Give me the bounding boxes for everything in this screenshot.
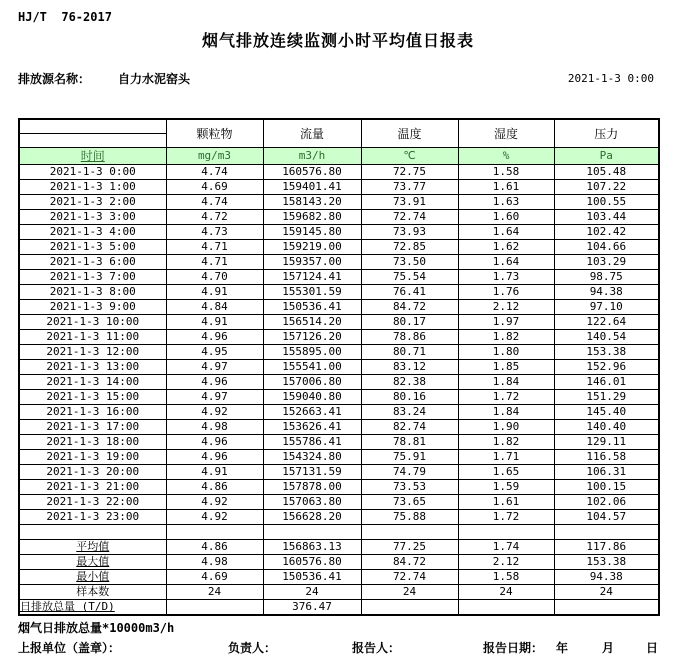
row-value: 4.96 bbox=[166, 330, 263, 345]
spacer-cell bbox=[361, 525, 458, 540]
row-value: 157006.80 bbox=[263, 375, 361, 390]
unit-particulate: mg/m3 bbox=[166, 148, 263, 165]
row-time: 2021-1-3 21:00 bbox=[19, 480, 166, 495]
row-value: 116.58 bbox=[554, 450, 659, 465]
row-time: 2021-1-3 19:00 bbox=[19, 450, 166, 465]
summary-value: 1.74 bbox=[458, 540, 554, 555]
summary-value: 72.74 bbox=[361, 570, 458, 585]
row-value: 155786.41 bbox=[263, 435, 361, 450]
data-row bbox=[19, 225, 659, 240]
data-row bbox=[19, 375, 659, 390]
row-time: 2021-1-3 16:00 bbox=[19, 405, 166, 420]
report-unit-label: 上报单位（盖章）： bbox=[18, 641, 121, 655]
reporter-label: 报告人： bbox=[352, 641, 401, 655]
row-value: 73.77 bbox=[361, 180, 458, 195]
row-time: 2021-1-3 11:00 bbox=[19, 330, 166, 345]
data-row bbox=[19, 210, 659, 225]
summary-value: 24 bbox=[458, 585, 554, 600]
data-row bbox=[19, 195, 659, 210]
row-value: 73.93 bbox=[361, 225, 458, 240]
row-value: 97.10 bbox=[554, 300, 659, 315]
row-time: 2021-1-3 0:00 bbox=[19, 165, 166, 180]
row-time: 2021-1-3 2:00 bbox=[19, 195, 166, 210]
summary-row bbox=[19, 570, 659, 585]
summary-value: 150536.41 bbox=[263, 570, 361, 585]
summary-value: 4.69 bbox=[166, 570, 263, 585]
summary-value: 24 bbox=[263, 585, 361, 600]
row-value: 140.54 bbox=[554, 330, 659, 345]
row-value: 104.66 bbox=[554, 240, 659, 255]
row-value: 94.38 bbox=[554, 285, 659, 300]
data-row bbox=[19, 165, 659, 180]
row-value: 80.71 bbox=[361, 345, 458, 360]
corner-cell-top bbox=[19, 119, 166, 134]
row-value: 1.84 bbox=[458, 375, 554, 390]
row-value: 1.71 bbox=[458, 450, 554, 465]
row-value: 4.92 bbox=[166, 495, 263, 510]
row-value: 159145.80 bbox=[263, 225, 361, 240]
row-value: 74.79 bbox=[361, 465, 458, 480]
summary-value bbox=[166, 600, 263, 616]
col-header-flow: 流量 bbox=[263, 119, 361, 148]
row-value: 158143.20 bbox=[263, 195, 361, 210]
row-value: 159682.80 bbox=[263, 210, 361, 225]
row-value: 78.81 bbox=[361, 435, 458, 450]
row-value: 75.91 bbox=[361, 450, 458, 465]
data-row bbox=[19, 495, 659, 510]
spacer-cell bbox=[554, 525, 659, 540]
row-value: 122.64 bbox=[554, 315, 659, 330]
units-row bbox=[19, 148, 659, 165]
row-value: 155895.00 bbox=[263, 345, 361, 360]
summary-value bbox=[361, 600, 458, 616]
summary-value: 84.72 bbox=[361, 555, 458, 570]
row-value: 78.86 bbox=[361, 330, 458, 345]
row-value: 1.59 bbox=[458, 480, 554, 495]
row-value: 4.91 bbox=[166, 285, 263, 300]
row-value: 4.86 bbox=[166, 480, 263, 495]
row-value: 1.63 bbox=[458, 195, 554, 210]
report-datetime: 2021-1-3 0:00 bbox=[567, 72, 654, 85]
row-value: 1.85 bbox=[458, 360, 554, 375]
row-time: 2021-1-3 20:00 bbox=[19, 465, 166, 480]
row-value: 1.72 bbox=[458, 390, 554, 405]
row-value: 159040.80 bbox=[263, 390, 361, 405]
data-row bbox=[19, 255, 659, 270]
spacer-cell bbox=[458, 525, 554, 540]
spacer-cell bbox=[19, 525, 166, 540]
row-value: 75.88 bbox=[361, 510, 458, 525]
row-value: 4.71 bbox=[166, 240, 263, 255]
row-value: 106.31 bbox=[554, 465, 659, 480]
summary-value bbox=[458, 600, 554, 616]
monitoring-table bbox=[18, 118, 660, 616]
summary-label: 样本数 bbox=[19, 585, 166, 600]
data-row bbox=[19, 450, 659, 465]
data-row bbox=[19, 435, 659, 450]
row-value: 129.11 bbox=[554, 435, 659, 450]
col-header-pressure: 压力 bbox=[554, 119, 659, 148]
row-value: 4.74 bbox=[166, 195, 263, 210]
row-value: 104.57 bbox=[554, 510, 659, 525]
row-value: 4.96 bbox=[166, 435, 263, 450]
row-time: 2021-1-3 4:00 bbox=[19, 225, 166, 240]
row-value: 4.96 bbox=[166, 450, 263, 465]
row-value: 4.72 bbox=[166, 210, 263, 225]
unit-pressure: Pa bbox=[554, 148, 659, 165]
row-time: 2021-1-3 7:00 bbox=[19, 270, 166, 285]
row-value: 4.74 bbox=[166, 165, 263, 180]
row-value: 159219.00 bbox=[263, 240, 361, 255]
row-value: 160576.80 bbox=[263, 165, 361, 180]
row-value: 1.72 bbox=[458, 510, 554, 525]
report-date-label: 报告日期： bbox=[483, 641, 544, 655]
signature-footer bbox=[0, 639, 676, 657]
data-row bbox=[19, 285, 659, 300]
row-value: 145.40 bbox=[554, 405, 659, 420]
summary-value: 94.38 bbox=[554, 570, 659, 585]
summary-row bbox=[19, 540, 659, 555]
corner-cell-bottom bbox=[19, 134, 166, 148]
data-row bbox=[19, 315, 659, 330]
row-time: 2021-1-3 1:00 bbox=[19, 180, 166, 195]
column-header-row bbox=[19, 119, 659, 134]
row-value: 152663.41 bbox=[263, 405, 361, 420]
total-emission-note: 烟气日排放总量*10000m3/h bbox=[18, 621, 175, 635]
row-time: 2021-1-3 18:00 bbox=[19, 435, 166, 450]
year-label: 年 bbox=[556, 641, 569, 655]
row-value: 75.54 bbox=[361, 270, 458, 285]
row-value: 157126.20 bbox=[263, 330, 361, 345]
data-row bbox=[19, 480, 659, 495]
row-value: 153.38 bbox=[554, 345, 659, 360]
row-value: 1.97 bbox=[458, 315, 554, 330]
row-value: 1.90 bbox=[458, 420, 554, 435]
row-value: 157063.80 bbox=[263, 495, 361, 510]
row-value: 100.15 bbox=[554, 480, 659, 495]
row-value: 155541.00 bbox=[263, 360, 361, 375]
row-value: 2.12 bbox=[458, 300, 554, 315]
standard-code: HJ/T 76-2017 bbox=[18, 10, 112, 24]
row-value: 83.24 bbox=[361, 405, 458, 420]
row-time: 2021-1-3 12:00 bbox=[19, 345, 166, 360]
summary-row bbox=[19, 600, 659, 616]
data-row bbox=[19, 270, 659, 285]
row-value: 1.76 bbox=[458, 285, 554, 300]
data-row bbox=[19, 345, 659, 360]
summary-label: 日排放总量 (T/D) bbox=[19, 600, 166, 616]
summary-label: 最大值 bbox=[19, 555, 166, 570]
row-value: 76.41 bbox=[361, 285, 458, 300]
row-value: 157124.41 bbox=[263, 270, 361, 285]
summary-value: 77.25 bbox=[361, 540, 458, 555]
row-time: 2021-1-3 9:00 bbox=[19, 300, 166, 315]
row-value: 82.38 bbox=[361, 375, 458, 390]
row-time: 2021-1-3 17:00 bbox=[19, 420, 166, 435]
row-time: 2021-1-3 13:00 bbox=[19, 360, 166, 375]
summary-value: 1.58 bbox=[458, 570, 554, 585]
row-value: 4.98 bbox=[166, 420, 263, 435]
summary-row bbox=[19, 585, 659, 600]
row-value: 4.70 bbox=[166, 270, 263, 285]
summary-row bbox=[19, 555, 659, 570]
summary-label: 最小值 bbox=[19, 570, 166, 585]
row-value: 1.84 bbox=[458, 405, 554, 420]
row-value: 98.75 bbox=[554, 270, 659, 285]
responsible-person-label: 负责人： bbox=[228, 641, 277, 655]
row-time: 2021-1-3 5:00 bbox=[19, 240, 166, 255]
col-header-particulate: 颗粒物 bbox=[166, 119, 263, 148]
row-value: 4.97 bbox=[166, 390, 263, 405]
row-value: 4.84 bbox=[166, 300, 263, 315]
data-row bbox=[19, 330, 659, 345]
row-value: 157131.59 bbox=[263, 465, 361, 480]
summary-value bbox=[554, 600, 659, 616]
summary-value: 2.12 bbox=[458, 555, 554, 570]
row-value: 82.74 bbox=[361, 420, 458, 435]
row-value: 4.96 bbox=[166, 375, 263, 390]
row-value: 4.92 bbox=[166, 405, 263, 420]
emission-source-row bbox=[18, 70, 190, 87]
row-value: 1.82 bbox=[458, 330, 554, 345]
summary-value: 160576.80 bbox=[263, 555, 361, 570]
row-value: 159357.00 bbox=[263, 255, 361, 270]
row-value: 159401.41 bbox=[263, 180, 361, 195]
row-value: 1.64 bbox=[458, 225, 554, 240]
month-label: 月 bbox=[602, 641, 615, 655]
row-value: 4.91 bbox=[166, 315, 263, 330]
summary-value: 156863.13 bbox=[263, 540, 361, 555]
row-value: 1.80 bbox=[458, 345, 554, 360]
summary-value: 117.86 bbox=[554, 540, 659, 555]
row-value: 105.48 bbox=[554, 165, 659, 180]
row-value: 154324.80 bbox=[263, 450, 361, 465]
data-row bbox=[19, 465, 659, 480]
row-value: 107.22 bbox=[554, 180, 659, 195]
summary-value: 153.38 bbox=[554, 555, 659, 570]
emission-source-label: 排放源名称： bbox=[18, 72, 91, 86]
row-value: 72.85 bbox=[361, 240, 458, 255]
row-time: 2021-1-3 8:00 bbox=[19, 285, 166, 300]
data-row bbox=[19, 510, 659, 525]
row-time: 2021-1-3 10:00 bbox=[19, 315, 166, 330]
row-value: 1.64 bbox=[458, 255, 554, 270]
spacer-cell bbox=[263, 525, 361, 540]
row-value: 73.50 bbox=[361, 255, 458, 270]
data-row bbox=[19, 405, 659, 420]
row-value: 4.71 bbox=[166, 255, 263, 270]
row-value: 4.92 bbox=[166, 510, 263, 525]
data-row bbox=[19, 180, 659, 195]
row-time: 2021-1-3 22:00 bbox=[19, 495, 166, 510]
summary-value: 4.86 bbox=[166, 540, 263, 555]
row-value: 1.82 bbox=[458, 435, 554, 450]
data-row bbox=[19, 240, 659, 255]
row-value: 103.44 bbox=[554, 210, 659, 225]
row-value: 80.17 bbox=[361, 315, 458, 330]
row-value: 84.72 bbox=[361, 300, 458, 315]
data-row bbox=[19, 420, 659, 435]
row-value: 1.73 bbox=[458, 270, 554, 285]
col-header-temperature: 温度 bbox=[361, 119, 458, 148]
unit-humidity: % bbox=[458, 148, 554, 165]
row-value: 73.65 bbox=[361, 495, 458, 510]
row-value: 146.01 bbox=[554, 375, 659, 390]
row-value: 1.61 bbox=[458, 180, 554, 195]
row-value: 72.74 bbox=[361, 210, 458, 225]
row-value: 83.12 bbox=[361, 360, 458, 375]
row-value: 4.69 bbox=[166, 180, 263, 195]
row-value: 151.29 bbox=[554, 390, 659, 405]
row-time: 2021-1-3 15:00 bbox=[19, 390, 166, 405]
data-row bbox=[19, 390, 659, 405]
row-value: 4.95 bbox=[166, 345, 263, 360]
row-value: 73.53 bbox=[361, 480, 458, 495]
col-header-humidity: 湿度 bbox=[458, 119, 554, 148]
row-value: 1.60 bbox=[458, 210, 554, 225]
data-row bbox=[19, 360, 659, 375]
time-header: 时间 bbox=[19, 148, 166, 165]
row-value: 1.61 bbox=[458, 495, 554, 510]
unit-flow: m3/h bbox=[263, 148, 361, 165]
summary-value: 24 bbox=[361, 585, 458, 600]
row-value: 1.65 bbox=[458, 465, 554, 480]
summary-value: 24 bbox=[554, 585, 659, 600]
row-value: 1.58 bbox=[458, 165, 554, 180]
summary-value: 24 bbox=[166, 585, 263, 600]
row-value: 153626.41 bbox=[263, 420, 361, 435]
row-value: 102.42 bbox=[554, 225, 659, 240]
row-value: 155301.59 bbox=[263, 285, 361, 300]
row-value: 150536.41 bbox=[263, 300, 361, 315]
row-value: 152.96 bbox=[554, 360, 659, 375]
row-value: 1.62 bbox=[458, 240, 554, 255]
row-value: 4.91 bbox=[166, 465, 263, 480]
row-time: 2021-1-3 23:00 bbox=[19, 510, 166, 525]
row-value: 4.73 bbox=[166, 225, 263, 240]
row-value: 156628.20 bbox=[263, 510, 361, 525]
row-value: 80.16 bbox=[361, 390, 458, 405]
row-value: 73.91 bbox=[361, 195, 458, 210]
row-time: 2021-1-3 6:00 bbox=[19, 255, 166, 270]
row-value: 140.40 bbox=[554, 420, 659, 435]
summary-value: 4.98 bbox=[166, 555, 263, 570]
row-value: 157878.00 bbox=[263, 480, 361, 495]
row-value: 72.75 bbox=[361, 165, 458, 180]
unit-temperature: ℃ bbox=[361, 148, 458, 165]
day-label: 日 bbox=[646, 641, 659, 655]
data-row bbox=[19, 300, 659, 315]
row-value: 156514.20 bbox=[263, 315, 361, 330]
row-time: 2021-1-3 14:00 bbox=[19, 375, 166, 390]
row-value: 4.97 bbox=[166, 360, 263, 375]
summary-value: 376.47 bbox=[263, 600, 361, 616]
spacer-row bbox=[19, 525, 659, 540]
row-value: 102.06 bbox=[554, 495, 659, 510]
emission-source-name: 自力水泥窑头 bbox=[118, 72, 191, 86]
spacer-cell bbox=[166, 525, 263, 540]
page-title: 烟气排放连续监测小时平均值日报表 bbox=[201, 31, 474, 50]
summary-label: 平均值 bbox=[19, 540, 166, 555]
row-value: 100.55 bbox=[554, 195, 659, 210]
table-body bbox=[19, 165, 659, 616]
row-time: 2021-1-3 3:00 bbox=[19, 210, 166, 225]
row-value: 103.29 bbox=[554, 255, 659, 270]
